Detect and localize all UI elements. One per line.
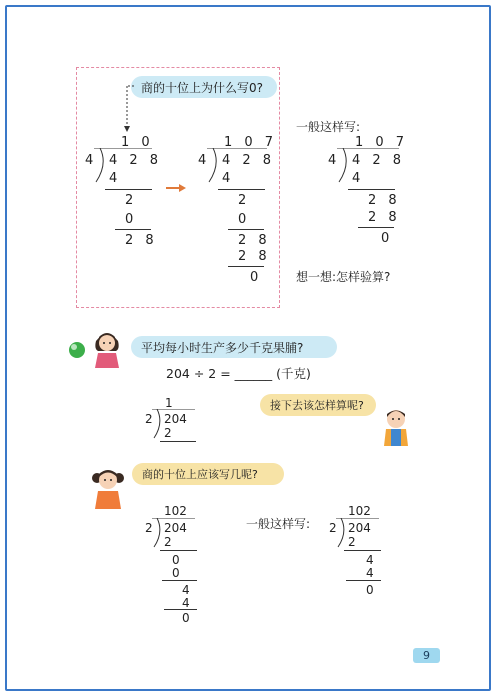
- general-form-label: 一般这样写:: [296, 120, 361, 134]
- dividend: 4 2 8: [222, 153, 276, 168]
- quotient: 1 0 7: [355, 135, 409, 150]
- question-text: 平均每小时生产多少千克果脯?: [141, 341, 304, 355]
- divisor: 2: [329, 521, 337, 535]
- question-bubble-tens-zero: [131, 76, 277, 98]
- page-number: 9: [423, 649, 430, 662]
- dividend: 204: [348, 521, 371, 535]
- general-form-label: 一般这样写:: [246, 517, 311, 531]
- quotient: 1 0 7: [224, 135, 278, 150]
- question-text: 商的十位上为什么写0?: [141, 81, 264, 95]
- remainder-line: 0: [381, 231, 394, 246]
- dividend: 4 2 8: [109, 153, 163, 168]
- think-prompt: 想一想:怎样验算?: [296, 270, 391, 284]
- remainder-line: 2: [238, 193, 251, 208]
- remainder-line: 2: [125, 193, 138, 208]
- remainder-line: 0: [250, 270, 263, 285]
- girl-ponytail-icon: [90, 466, 126, 510]
- remainder-line: 4: [366, 553, 374, 567]
- remainder-line: 0: [182, 611, 190, 625]
- remainder-line: 4: [366, 566, 374, 580]
- girl-character-icon: [90, 327, 124, 369]
- dotted-arrow-icon: [122, 84, 136, 134]
- divisor: 4: [198, 153, 211, 168]
- remainder-line: 2 8: [238, 233, 271, 248]
- remainder-line: 2 8: [125, 233, 158, 248]
- divisor: 4: [328, 153, 341, 168]
- remainder-line: 4: [182, 596, 190, 610]
- remainder-line: 0: [366, 583, 374, 597]
- divisor: 4: [85, 153, 98, 168]
- remainder-line: 2 8: [368, 210, 401, 225]
- page-number-badge: [413, 648, 440, 663]
- bubble-text: 商的十位上应该写几呢?: [142, 468, 258, 481]
- dividend: 204: [164, 412, 187, 426]
- quotient: 102: [164, 504, 187, 518]
- quotient: 1 0: [121, 135, 154, 150]
- question-bubble-per-hour: [131, 336, 337, 358]
- remainder-line: 4: [182, 583, 190, 597]
- remainder-line: 0: [172, 566, 180, 580]
- remainder-line: 0: [125, 212, 138, 227]
- dividend: 4 2 8: [352, 153, 406, 168]
- remainder-line: 2 8: [368, 193, 401, 208]
- dividend: 204: [164, 521, 187, 535]
- tens-place-bubble: [132, 463, 284, 485]
- quotient: 102: [348, 504, 371, 518]
- quotient: 1: [165, 396, 173, 410]
- remainder-line: 2: [164, 535, 172, 549]
- remainder-line: 4: [109, 171, 122, 186]
- division-equation: 204 ÷ 2 = ______ (千克): [166, 366, 311, 381]
- remainder-line: 0: [172, 553, 180, 567]
- remainder-line: 2 8: [238, 249, 271, 264]
- divisor: 2: [145, 412, 153, 426]
- boy-character-icon: [381, 405, 411, 447]
- remainder-line: 2: [348, 535, 356, 549]
- bubble-text: 接下去该怎样算呢?: [270, 399, 364, 412]
- divisor: 2: [145, 521, 153, 535]
- remainder-line: 4: [352, 171, 365, 186]
- remainder-line: 2: [164, 426, 172, 440]
- remainder-line: 0: [238, 212, 251, 227]
- next-step-bubble: [260, 394, 376, 416]
- arrow-right-icon: [165, 183, 187, 193]
- remainder-line: 4: [222, 171, 235, 186]
- green-ball-icon: [68, 341, 86, 359]
